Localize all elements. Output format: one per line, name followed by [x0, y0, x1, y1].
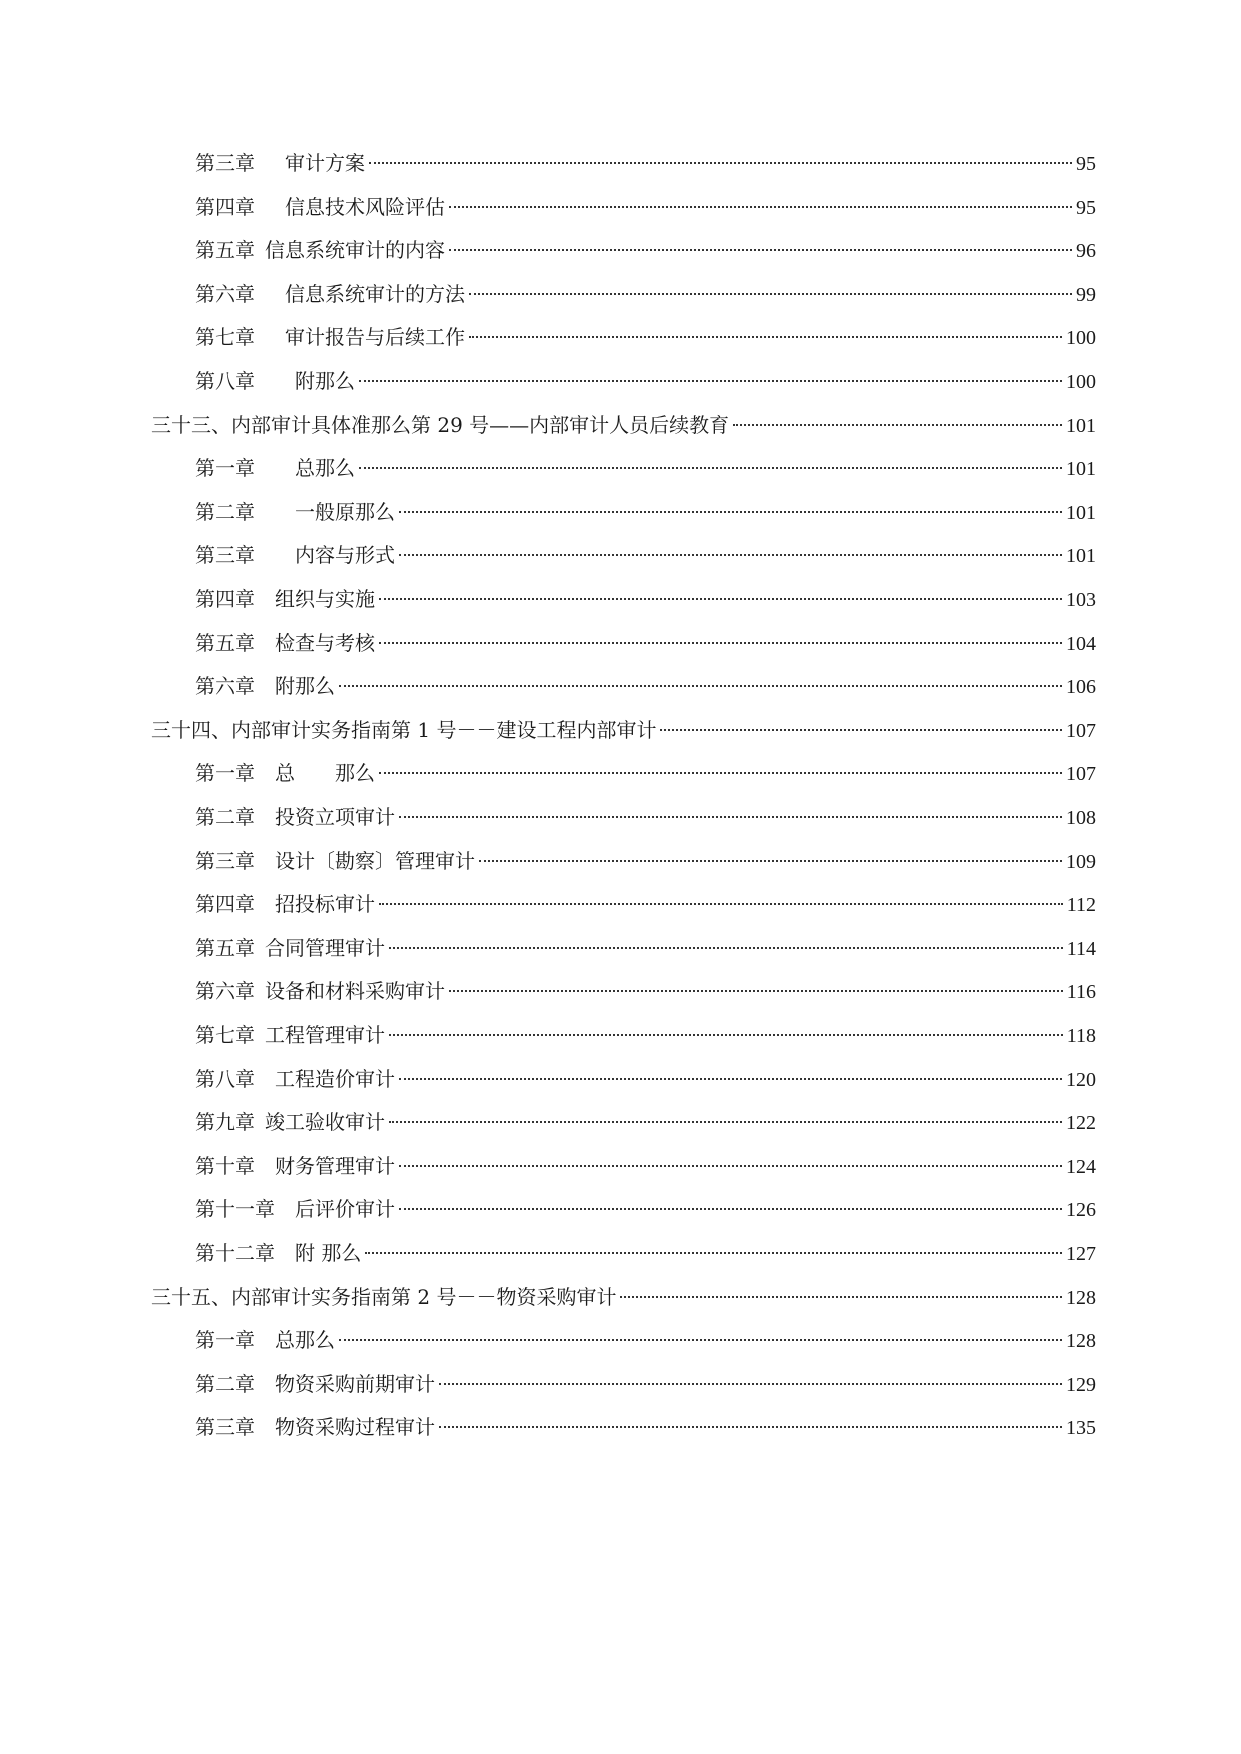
toc-page-number: 101	[1066, 414, 1096, 437]
toc-page-number: 108	[1066, 807, 1096, 829]
toc-dot-leader	[620, 1296, 1062, 1298]
toc-title: 总那么	[295, 456, 355, 481]
toc-dot-leader	[469, 336, 1062, 338]
toc-title: 信息系统审计的内容	[265, 238, 445, 263]
toc-section-entry[interactable]	[151, 715, 1096, 745]
toc-dot-leader	[359, 380, 1062, 382]
toc-chapter-label: 第二章	[195, 805, 255, 829]
toc-dot-leader	[399, 816, 1062, 818]
toc-chapter-entry[interactable]	[195, 235, 1096, 265]
toc-page-number: 116	[1066, 981, 1096, 1004]
toc-dot-leader	[469, 293, 1072, 295]
toc-title: 三十五、内部审计实务指南第 2 号－－物资采购审计	[151, 1284, 617, 1309]
toc-chapter-entry[interactable]	[195, 976, 1096, 1006]
toc-chapter-entry[interactable]	[195, 889, 1096, 919]
toc-title: 总那么	[275, 1328, 335, 1353]
toc-title: 设备和材料采购审计	[265, 979, 445, 1004]
toc-title: 信息系统审计的方法	[285, 281, 465, 306]
toc-title: 审计报告与后续工作	[285, 325, 465, 350]
toc-title: 审计方案	[285, 151, 365, 175]
toc-chapter-label: 第十章	[195, 1153, 255, 1178]
toc-dot-leader	[449, 206, 1072, 208]
toc-chapter-label: 第九章	[195, 1110, 255, 1135]
toc-title: 内容与形式	[295, 543, 395, 568]
toc-title: 检查与考核	[275, 630, 375, 655]
toc-page-number: 104	[1066, 632, 1096, 655]
toc-chapter-label: 第三章	[195, 151, 255, 175]
toc-chapter-entry[interactable]	[195, 1107, 1096, 1137]
toc-chapter-label: 第五章	[195, 935, 255, 960]
toc-dot-leader	[379, 598, 1062, 600]
toc-page-number: 114	[1066, 937, 1096, 960]
toc-chapter-label: 第一章	[195, 1328, 255, 1353]
toc-title: 工程造价审计	[275, 1066, 395, 1091]
toc-page-number: 101	[1066, 545, 1096, 568]
toc-title: 一般原那么	[295, 499, 395, 524]
toc-page-number: 100	[1066, 371, 1096, 393]
toc-chapter-label: 第六章	[195, 281, 255, 306]
toc-chapter-entry[interactable]	[195, 846, 1096, 876]
toc-chapter-label: 第三章	[195, 543, 255, 568]
toc-page-number: 126	[1066, 1199, 1096, 1222]
toc-chapter-entry[interactable]	[195, 628, 1096, 658]
toc-dot-leader	[399, 1208, 1062, 1210]
toc-title: 总 那么	[275, 761, 375, 786]
toc-chapter-entry[interactable]	[195, 1369, 1096, 1399]
toc-chapter-entry[interactable]	[195, 933, 1096, 963]
toc-chapter-label: 第五章	[195, 238, 255, 263]
toc-dot-leader	[439, 1426, 1062, 1428]
toc-chapter-label: 第十二章	[195, 1241, 275, 1265]
toc-page-number: 103	[1066, 589, 1096, 611]
toc-dot-leader	[449, 249, 1072, 251]
toc-page-number: 107	[1066, 719, 1096, 742]
toc-dot-leader	[479, 860, 1062, 862]
toc-dot-leader	[379, 903, 1063, 905]
toc-dot-leader	[379, 772, 1062, 774]
toc-dot-leader	[733, 424, 1062, 426]
toc-page-number: 101	[1066, 501, 1096, 524]
toc-chapter-label: 第五章	[195, 630, 255, 655]
toc-page-number: 99	[1076, 283, 1096, 306]
toc-title: 附那么	[275, 674, 335, 699]
toc-chapter-entry[interactable]	[195, 497, 1096, 527]
toc-dot-leader	[359, 467, 1062, 469]
toc-chapter-entry[interactable]	[195, 802, 1096, 832]
toc-section-entry[interactable]	[151, 1282, 1096, 1312]
toc-page-number: 122	[1066, 1112, 1096, 1135]
toc-chapter-entry[interactable]	[195, 671, 1096, 701]
toc-title: 设计〔勘察〕管理审计	[275, 848, 475, 873]
toc-chapter-entry[interactable]	[195, 1151, 1096, 1181]
toc-title: 附那么	[295, 369, 355, 393]
toc-chapter-entry[interactable]	[195, 148, 1096, 178]
toc-page-number: 109	[1066, 850, 1096, 873]
toc-chapter-label: 第三章	[195, 848, 255, 873]
toc-chapter-entry[interactable]	[195, 1238, 1096, 1268]
toc-title: 后评价审计	[295, 1197, 395, 1222]
toc-chapter-entry[interactable]	[195, 322, 1096, 352]
toc-dot-leader	[389, 947, 1063, 949]
toc-title: 物资采购前期审计	[275, 1371, 435, 1396]
toc-chapter-label: 第二章	[195, 499, 255, 524]
toc-dot-leader	[399, 1165, 1062, 1167]
toc-page-number: 118	[1066, 1025, 1096, 1047]
toc-page-number: 95	[1076, 196, 1096, 219]
toc-chapter-entry[interactable]	[195, 192, 1096, 222]
toc-dot-leader	[365, 1252, 1062, 1254]
toc-chapter-entry[interactable]	[195, 1020, 1096, 1050]
toc-dot-leader	[399, 554, 1062, 556]
toc-title: 工程管理审计	[265, 1023, 385, 1047]
toc-page-number: 101	[1066, 458, 1096, 481]
toc-chapter-label: 第四章	[195, 587, 255, 611]
toc-section-entry[interactable]	[151, 410, 1096, 440]
toc-chapter-entry[interactable]	[195, 453, 1096, 483]
toc-page-number: 120	[1066, 1068, 1096, 1091]
toc-page-number: 95	[1076, 153, 1096, 175]
toc-page-number: 96	[1076, 240, 1096, 263]
toc-dot-leader	[339, 685, 1062, 687]
toc-chapter-entry[interactable]	[195, 279, 1096, 309]
toc-title: 附 那么	[295, 1241, 362, 1265]
toc-chapter-label: 第六章	[195, 979, 255, 1004]
toc-dot-leader	[399, 1078, 1062, 1080]
toc-dot-leader	[369, 162, 1072, 164]
toc-dot-leader	[389, 1121, 1062, 1123]
toc-chapter-entry[interactable]	[195, 1064, 1096, 1094]
toc-dot-leader	[399, 511, 1062, 513]
toc-chapter-entry[interactable]	[195, 1412, 1096, 1442]
toc-title: 合同管理审计	[265, 935, 385, 960]
toc-dot-leader	[339, 1339, 1062, 1341]
toc-chapter-label: 第四章	[195, 892, 255, 917]
toc-page-number: 124	[1066, 1155, 1096, 1178]
toc-dot-leader	[449, 990, 1063, 992]
toc-page-number: 127	[1066, 1243, 1096, 1265]
toc-chapter-label: 第八章	[195, 369, 255, 393]
toc-chapter-label: 第七章	[195, 1023, 255, 1047]
toc-chapter-label: 第七章	[195, 325, 255, 350]
toc-title: 物资采购过程审计	[275, 1415, 435, 1440]
toc-title: 投资立项审计	[275, 805, 395, 829]
toc-page-number: 100	[1066, 327, 1096, 350]
toc-dot-leader	[439, 1383, 1062, 1385]
toc-chapter-label: 第三章	[195, 1415, 255, 1440]
toc-chapter-label: 第一章	[195, 761, 255, 786]
toc-chapter-label: 第四章	[195, 194, 255, 219]
toc-title: 竣工验收审计	[265, 1110, 385, 1135]
toc-page-number: 128	[1066, 1330, 1096, 1353]
toc-title: 三十三、内部审计具体准那么第 29 号——内部审计人员后续教育	[151, 412, 730, 437]
toc-chapter-entry[interactable]	[195, 540, 1096, 570]
toc-chapter-entry[interactable]	[195, 1325, 1096, 1355]
toc-page-number: 128	[1066, 1286, 1096, 1309]
toc-page-number: 106	[1066, 676, 1096, 699]
toc-chapter-label: 第十一章	[195, 1197, 275, 1222]
toc-title: 财务管理审计	[275, 1153, 395, 1178]
toc-page-number: 135	[1066, 1417, 1096, 1440]
toc-title: 组织与实施	[275, 587, 375, 611]
toc-chapter-label: 第一章	[195, 456, 255, 481]
toc-page-number: 112	[1066, 894, 1096, 917]
toc-page-number: 107	[1066, 763, 1096, 786]
toc-page-number: 129	[1066, 1373, 1096, 1396]
toc-dot-leader	[389, 1034, 1063, 1036]
toc-chapter-label: 第二章	[195, 1371, 255, 1396]
toc-title: 信息技术风险评估	[285, 194, 445, 219]
toc-chapter-label: 第六章	[195, 674, 255, 699]
toc-chapter-label: 第八章	[195, 1066, 255, 1091]
toc-chapter-entry[interactable]	[195, 366, 1096, 396]
toc-title: 招投标审计	[275, 892, 375, 917]
toc-title: 三十四、内部审计实务指南第 1 号－－建设工程内部审计	[151, 717, 657, 742]
toc-dot-leader	[379, 642, 1062, 644]
toc-chapter-entry[interactable]	[195, 758, 1096, 788]
toc-dot-leader	[660, 729, 1062, 731]
toc-chapter-entry[interactable]	[195, 584, 1096, 614]
toc-chapter-entry[interactable]	[195, 1194, 1096, 1224]
